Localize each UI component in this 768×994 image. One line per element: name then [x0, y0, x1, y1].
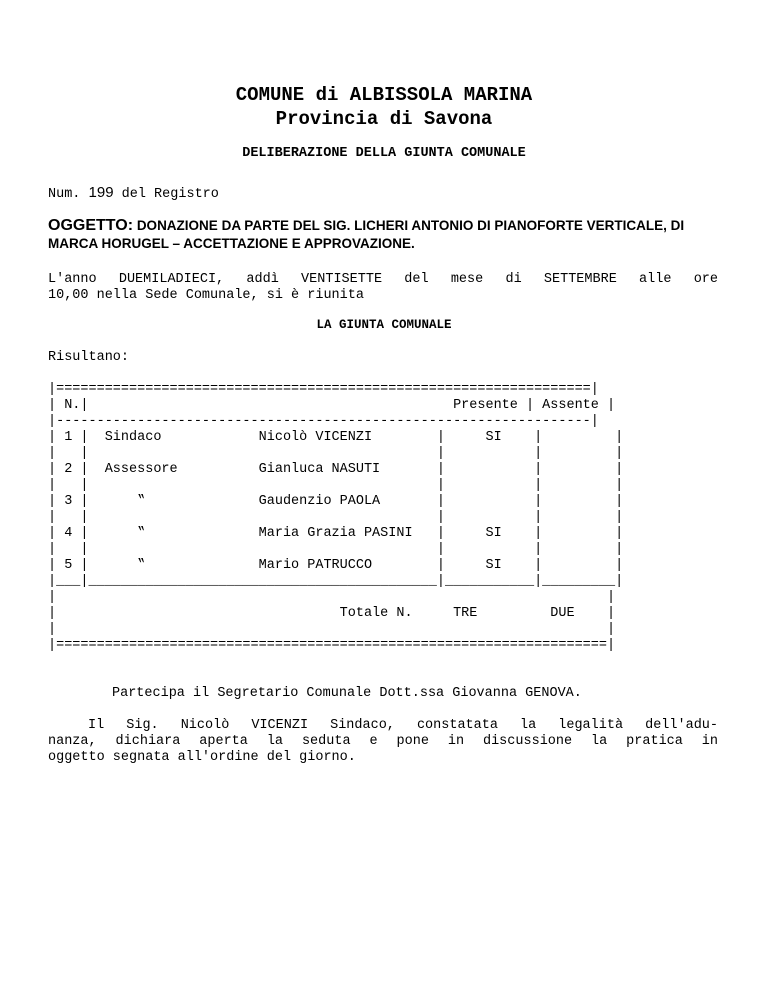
table-row: | 1 | Sindaco Nicolò VICENZI | SI | | [48, 430, 624, 445]
table-row: | 4 | ‟ Maria Grazia PASINI | SI | | [48, 526, 624, 541]
table-row: |___|___________________________________________|___________|_________| [48, 574, 624, 589]
table-row: |====================================================================| [48, 638, 616, 653]
table-row: | | [48, 590, 616, 605]
table-row: | 5 | ‟ Mario PATRUCCO | SI | | [48, 558, 624, 573]
table-row: | | | | | [48, 478, 624, 493]
intro-line-1: L'anno DUEMILADIECI, addì VENTISETTE del mese di SETTEMBRE alle ore [48, 272, 718, 287]
subject-text: DONAZIONE DA PARTE DEL SIG. LICHERI ANTONIO DI PIANOFORTE VERTICALE, DI MARCA HORUGEL – ACCETTAZIONE E APPROVAZIONE. [48, 218, 685, 251]
table-row: |==================================================================| [48, 382, 599, 397]
closing-line-3: oggetto segnata all'ordine del giorno. [48, 750, 356, 765]
comune-title: COMUNE di ALBISSOLA MARINA [235, 84, 533, 106]
table-row: | | | | | [48, 510, 624, 525]
table-row: | N.| Presente | Assente | [48, 398, 616, 413]
table-row: | 2 | Assessore Gianluca NASUTI | | | [48, 462, 624, 477]
risultano-label: Risultano: [48, 350, 130, 365]
table-row: | | | | | [48, 542, 624, 557]
register-number: 199 [88, 184, 114, 201]
closing-line-1: Il Sig. Nicolò VICENZI Sindaco, constatata la legalità dell'adu- [88, 718, 718, 733]
subject-label: OGGETTO: [48, 217, 134, 234]
table-row: | | [48, 622, 616, 637]
intro-paragraph [48, 272, 718, 304]
provincia-title: Provincia di Savona [275, 108, 493, 130]
intro-line-2: 10,00 nella Sede Comunale, si è riunita [48, 288, 364, 303]
register-prefix: Num. [48, 187, 81, 202]
closing-paragraph [48, 718, 718, 766]
giunta-heading: LA GIUNTA COMUNALE [316, 318, 452, 332]
subject-block [48, 217, 718, 253]
register-suffix: del Registro [121, 187, 219, 202]
secretary-line: Partecipa il Segretario Comunale Dott.ssa Giovanna GENOVA. [112, 686, 582, 701]
table-row: | 3 | ‟ Gaudenzio PAOLA | | | [48, 494, 624, 509]
closing-line-2: nanza, dichiara aperta la seduta e pone in discussione la pratica in [48, 734, 718, 749]
table-row: | Totale N. TRE DUE | [48, 606, 616, 621]
table-row: | | | | | [48, 446, 624, 461]
attendance-table [48, 382, 623, 654]
register-number-line [48, 184, 219, 202]
table-row: |------------------------------------------------------------------| [48, 414, 599, 429]
document-type-heading: DELIBERAZIONE DELLA GIUNTA COMUNALE [242, 146, 526, 161]
